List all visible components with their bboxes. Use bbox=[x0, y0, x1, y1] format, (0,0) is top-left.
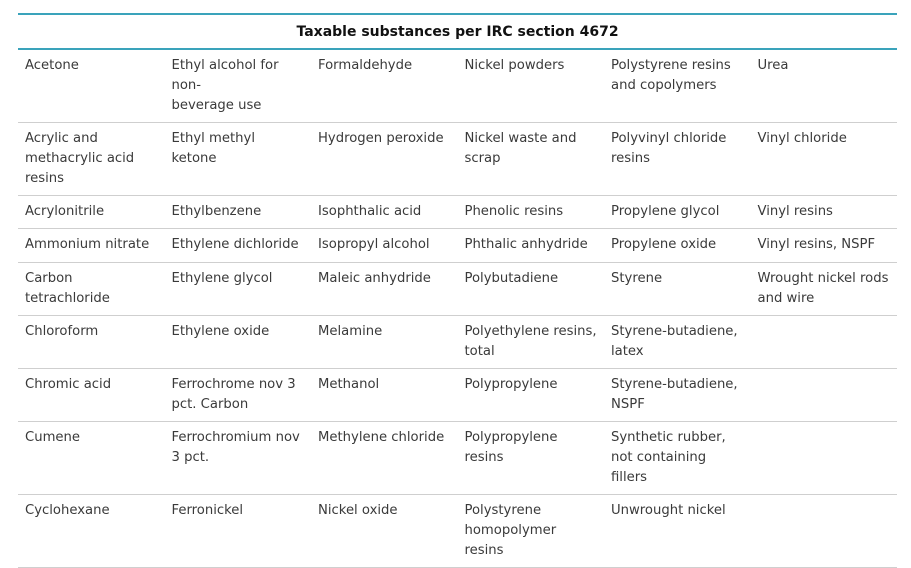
table-cell: Ethylene dichloride bbox=[165, 229, 312, 263]
table-cell: Phthalic anhydride bbox=[458, 229, 605, 263]
table-cell: Acrylonitrile bbox=[18, 196, 165, 229]
table-cell: Polystyrene resins and copolymers bbox=[604, 49, 751, 123]
table-cell: Polypropylene resins bbox=[458, 422, 605, 495]
table-row bbox=[18, 369, 897, 422]
table-cell: Propylene glycol bbox=[604, 196, 751, 229]
table-cell: Ferronickel bbox=[165, 495, 312, 568]
table-cell: Acetone bbox=[18, 49, 165, 123]
table-cell: Ethylene oxide bbox=[165, 316, 312, 369]
table-cell: Synthetic rubber, not containing fillers bbox=[604, 422, 751, 495]
table-cell: Maleic anhydride bbox=[311, 263, 458, 316]
table-cell: Polyvinyl chloride resins bbox=[604, 123, 751, 196]
table-row bbox=[18, 123, 897, 196]
table-cell: Acrylic and methacrylic acid resins bbox=[18, 123, 165, 196]
table-cell: Isopropyl alcohol bbox=[311, 229, 458, 263]
table-title: Taxable substances per IRC section 4672 bbox=[18, 14, 897, 49]
table-cell: Ferrochromium nov 3 pct. bbox=[165, 422, 312, 495]
table-cell: Ethylbenzene bbox=[165, 196, 312, 229]
table-cell: Hydrogen peroxide bbox=[311, 123, 458, 196]
table-cell bbox=[751, 369, 898, 422]
table-cell: Methylene chloride bbox=[311, 422, 458, 495]
table-header-row bbox=[18, 14, 897, 49]
table-cell: Polypropylene bbox=[458, 369, 605, 422]
table-cell: Nickel oxide bbox=[311, 495, 458, 568]
table-cell: Styrene-butadiene, NSPF bbox=[604, 369, 751, 422]
table-cell: Ethyl methyl ketone bbox=[165, 123, 312, 196]
table-cell: Ethylene glycol bbox=[165, 263, 312, 316]
table-cell: Polystyrene homopolymer resins bbox=[458, 495, 605, 568]
table-row bbox=[18, 49, 897, 123]
table-cell bbox=[751, 495, 898, 568]
table-cell: Polyethylene resins, total bbox=[458, 316, 605, 369]
table-cell: Chromic acid bbox=[18, 369, 165, 422]
table-cell: Styrene-butadiene, latex bbox=[604, 316, 751, 369]
table-cell: Styrene bbox=[604, 263, 751, 316]
taxable-substances-table bbox=[18, 13, 897, 568]
table-row bbox=[18, 316, 897, 369]
table-row bbox=[18, 196, 897, 229]
table-cell: Cumene bbox=[18, 422, 165, 495]
table-cell: Urea bbox=[751, 49, 898, 123]
table-cell: Cyclohexane bbox=[18, 495, 165, 568]
table-cell: Ethyl alcohol for non- beverage use bbox=[165, 49, 312, 123]
table-cell: Chloroform bbox=[18, 316, 165, 369]
table-cell: Ferrochrome nov 3 pct. Carbon bbox=[165, 369, 312, 422]
table-cell: Methanol bbox=[311, 369, 458, 422]
table-cell: Formaldehyde bbox=[311, 49, 458, 123]
table-row bbox=[18, 495, 897, 568]
table-cell: Vinyl chloride bbox=[751, 123, 898, 196]
table-cell: Nickel powders bbox=[458, 49, 605, 123]
table-cell: Polybutadiene bbox=[458, 263, 605, 316]
table-cell: Carbon tetrachloride bbox=[18, 263, 165, 316]
table-cell: Vinyl resins, NSPF bbox=[751, 229, 898, 263]
table-row bbox=[18, 229, 897, 263]
table-cell: Unwrought nickel bbox=[604, 495, 751, 568]
table-cell: Melamine bbox=[311, 316, 458, 369]
table-cell bbox=[751, 316, 898, 369]
table-cell: Vinyl resins bbox=[751, 196, 898, 229]
table-cell: Phenolic resins bbox=[458, 196, 605, 229]
table-cell: Isophthalic acid bbox=[311, 196, 458, 229]
table-cell: Ammonium nitrate bbox=[18, 229, 165, 263]
table-row bbox=[18, 263, 897, 316]
table-cell: Wrought nickel rods and wire bbox=[751, 263, 898, 316]
table-row bbox=[18, 422, 897, 495]
table-cell: Nickel waste and scrap bbox=[458, 123, 605, 196]
table-cell bbox=[751, 422, 898, 495]
table-cell: Propylene oxide bbox=[604, 229, 751, 263]
